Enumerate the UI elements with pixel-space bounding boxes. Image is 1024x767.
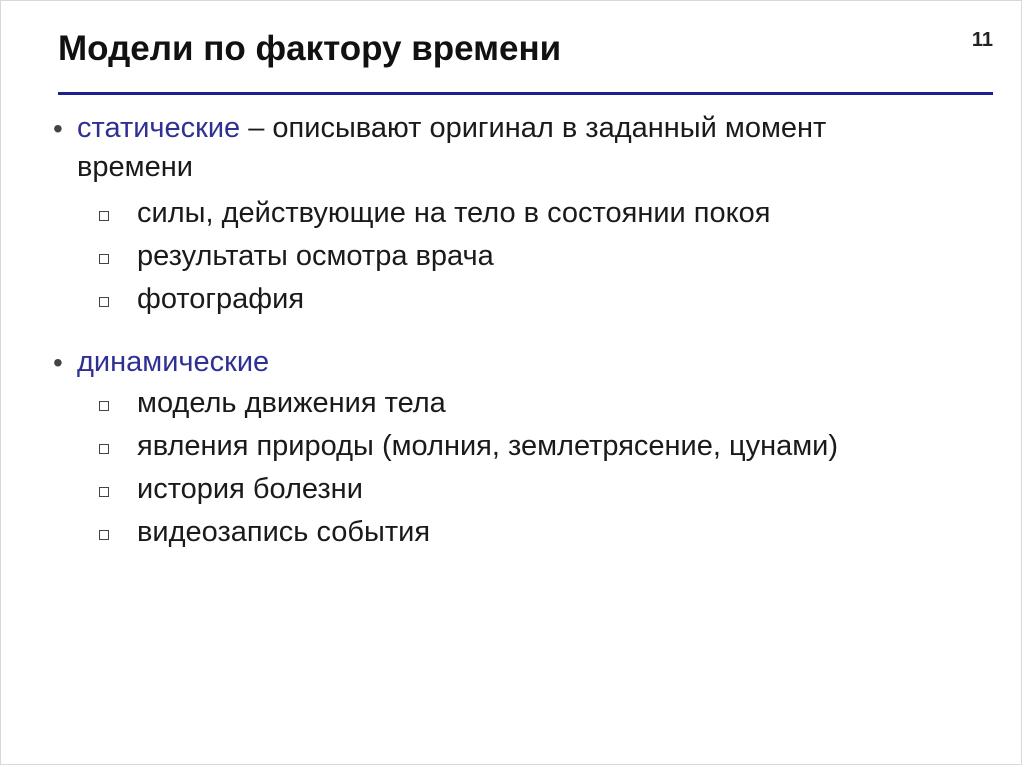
square-bullet-icon [99,530,109,540]
square-bullet-icon [99,211,109,221]
list-item: видеозапись события [53,511,993,554]
page-number: 11 [971,29,993,51]
slide-title: Модели по фактору времени [58,29,562,68]
list-item: фотография [53,278,993,321]
list-item: модель движения тела [53,382,993,425]
slide-content [53,109,993,576]
sub-list-dynamic [53,382,993,554]
title-divider [58,92,993,95]
section-dynamic [53,343,993,554]
square-bullet-icon [99,401,109,411]
list-item: результаты осмотра врача [53,235,993,278]
keyword-static: статические [77,112,241,144]
bullet-dynamic [53,343,993,382]
bullet-dot-icon: • [53,347,63,378]
sub-list-static [53,192,993,321]
square-bullet-icon [99,444,109,454]
list-item: явления природы (молния, землетрясение, цунами) [53,425,993,468]
bullet-static [53,109,993,187]
square-bullet-icon [99,487,109,497]
list-item: история болезни [53,468,993,511]
bullet-dot-icon: • [53,113,63,144]
description-static: – описывают оригинал в заданный момент времени [77,112,827,183]
keyword-dynamic: динамические [77,346,270,378]
section-static [53,109,993,321]
square-bullet-icon [99,254,109,264]
square-bullet-icon [99,297,109,307]
list-item: силы, действующие на тело в состоянии покоя [53,192,993,235]
